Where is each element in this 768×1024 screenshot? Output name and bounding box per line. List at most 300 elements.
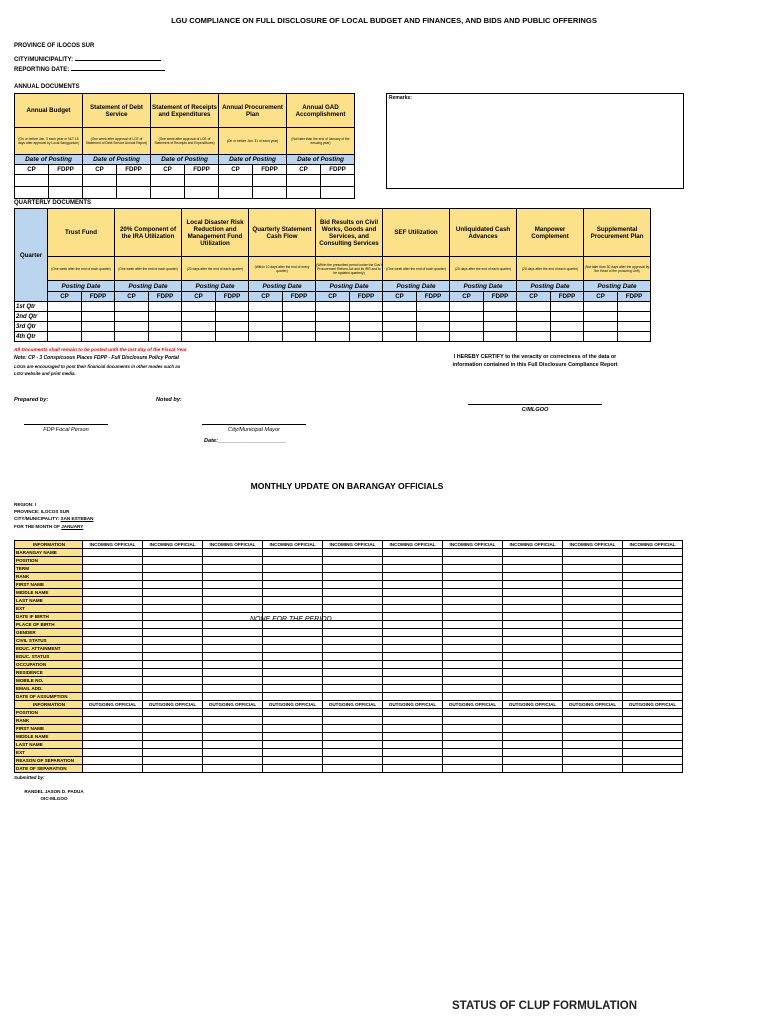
empty-cell xyxy=(263,765,323,773)
empty-cell xyxy=(323,669,383,677)
empty-cell xyxy=(203,685,263,693)
empty-cell xyxy=(503,685,563,693)
empty-cell xyxy=(83,565,143,573)
empty-cell xyxy=(203,749,263,757)
posting-date-label: Posting Date xyxy=(182,281,249,292)
empty-cell xyxy=(83,669,143,677)
empty-cell xyxy=(503,637,563,645)
fdpp-label: FDPP xyxy=(216,292,249,302)
empty-cell xyxy=(551,332,584,342)
empty-cell xyxy=(503,557,563,565)
empty-cell xyxy=(623,685,683,693)
empty-cell xyxy=(623,725,683,733)
info-row-label: TERM xyxy=(15,565,83,573)
fdpp-label: FDPP xyxy=(551,292,584,302)
empty-cell xyxy=(618,332,651,342)
empty-cell xyxy=(115,312,149,322)
barangay-title: MONTHLY UPDATE ON BARANGAY OFFICIALS xyxy=(250,481,444,491)
empty-cell xyxy=(323,581,383,589)
official-info-row xyxy=(15,725,683,733)
information-header: INFORMATION xyxy=(15,701,83,709)
quarterly-col-header: Bid Results on Civil Works, Goods and Services, and Consulting Services xyxy=(316,209,383,257)
annual-col-header: Annual GAD Accomplishment xyxy=(287,94,355,128)
empty-cell xyxy=(551,322,584,332)
cp-label: CP xyxy=(287,165,321,175)
empty-cell xyxy=(323,565,383,573)
empty-cell xyxy=(383,653,443,661)
empty-cell xyxy=(185,187,219,199)
empty-cell xyxy=(350,322,383,332)
info-row-label: BARANGAY NAME xyxy=(15,549,83,557)
empty-cell xyxy=(82,332,115,342)
empty-cell xyxy=(563,549,623,557)
official-info-row xyxy=(15,629,683,637)
empty-cell xyxy=(618,312,651,322)
empty-cell xyxy=(316,302,350,312)
info-row-label: REASON OF SEPARATION xyxy=(15,757,83,765)
annual-col-header: Statement of Receipts and Expenditures xyxy=(151,94,219,128)
outgoing-official-header: OUTGOING OFFICIAL xyxy=(203,701,263,709)
brgy-city-value: SAN ESTEBAN xyxy=(60,516,94,521)
empty-cell xyxy=(503,749,563,757)
empty-cell xyxy=(263,725,323,733)
empty-cell xyxy=(203,725,263,733)
info-row-label: FIRST NAME xyxy=(15,581,83,589)
empty-cell xyxy=(503,725,563,733)
cp-label: CP xyxy=(249,292,283,302)
empty-cell xyxy=(623,677,683,685)
empty-cell xyxy=(203,661,263,669)
info-row-label: EDUC. ATTAINMENT xyxy=(15,645,83,653)
empty-cell xyxy=(203,549,263,557)
official-info-row xyxy=(15,757,683,765)
official-info-row xyxy=(15,589,683,597)
quarter-row-label: 1st Qtr xyxy=(15,302,48,312)
empty-cell xyxy=(517,302,551,312)
remarks-box xyxy=(386,93,684,189)
empty-cell xyxy=(563,693,623,701)
brgy-city-text: CITY/MUNICIPALITY: xyxy=(14,516,60,521)
info-row-label: DATE OF ASSUMPTION xyxy=(15,693,83,701)
region-label: REGION: I xyxy=(14,502,37,507)
empty-cell xyxy=(563,677,623,685)
empty-cell xyxy=(83,557,143,565)
official-info-row xyxy=(15,741,683,749)
empty-cell xyxy=(484,312,517,322)
empty-cell xyxy=(551,312,584,322)
empty-cell xyxy=(263,549,323,557)
empty-cell xyxy=(15,175,49,187)
empty-cell xyxy=(182,302,216,312)
empty-cell xyxy=(143,613,203,621)
empty-cell xyxy=(83,605,143,613)
empty-cell xyxy=(83,629,143,637)
empty-cell xyxy=(623,765,683,773)
empty-cell xyxy=(263,557,323,565)
officer-title: OIC-MLGOO xyxy=(40,796,68,801)
incoming-official-header: INCOMING OFFICIAL xyxy=(203,541,263,549)
quarterly-col-note: (20 days after the end of each quarter) xyxy=(450,257,517,281)
posting-date-label: Posting Date xyxy=(249,281,316,292)
empty-cell xyxy=(623,741,683,749)
empty-cell xyxy=(83,677,143,685)
quarterly-col-header: Trust Fund xyxy=(48,209,115,257)
empty-cell xyxy=(182,312,216,322)
empty-cell xyxy=(503,549,563,557)
empty-cell xyxy=(263,573,323,581)
empty-cell xyxy=(623,717,683,725)
info-row-label: EMAIL ADD. xyxy=(15,685,83,693)
empty-cell xyxy=(503,765,563,773)
quarterly-col-note: (Within the prescribed period under the Gov't Procurement Reform Act and its IRR and to be updated quarterly) xyxy=(316,257,383,281)
empty-cell xyxy=(263,717,323,725)
empty-cell xyxy=(563,661,623,669)
empty-cell xyxy=(143,549,203,557)
empty-cell xyxy=(443,661,503,669)
empty-cell xyxy=(82,312,115,322)
official-info-row xyxy=(15,621,683,629)
empty-cell xyxy=(83,741,143,749)
empty-cell xyxy=(143,733,203,741)
empty-cell xyxy=(263,661,323,669)
empty-cell xyxy=(216,302,249,312)
official-info-row xyxy=(15,669,683,677)
empty-cell xyxy=(503,645,563,653)
cp-label: CP xyxy=(316,292,350,302)
empty-cell xyxy=(443,725,503,733)
empty-cell xyxy=(563,733,623,741)
empty-cell xyxy=(383,589,443,597)
empty-cell xyxy=(321,175,355,187)
empty-cell xyxy=(517,312,551,322)
empty-cell xyxy=(216,322,249,332)
empty-cell xyxy=(83,637,143,645)
empty-cell xyxy=(443,613,503,621)
empty-cell xyxy=(503,581,563,589)
empty-cell xyxy=(417,312,450,322)
empty-cell xyxy=(263,757,323,765)
fdpp-label: FDPP xyxy=(618,292,651,302)
empty-cell xyxy=(149,302,182,312)
empty-cell xyxy=(563,621,623,629)
official-info-row xyxy=(15,597,683,605)
empty-cell xyxy=(383,581,443,589)
noted-by-label: Noted by: xyxy=(156,397,182,403)
empty-cell xyxy=(503,589,563,597)
empty-cell xyxy=(563,573,623,581)
fdpp-label: FDPP xyxy=(350,292,383,302)
empty-cell xyxy=(83,613,143,621)
official-info-row xyxy=(15,717,683,725)
empty-cell xyxy=(48,322,82,332)
empty-cell xyxy=(115,332,149,342)
official-info-row xyxy=(15,677,683,685)
empty-cell xyxy=(383,677,443,685)
empty-cell xyxy=(623,693,683,701)
incoming-official-header: INCOMING OFFICIAL xyxy=(83,541,143,549)
empty-cell xyxy=(443,717,503,725)
month-label xyxy=(14,524,83,529)
empty-cell xyxy=(623,557,683,565)
fdpp-label: FDPP xyxy=(185,165,219,175)
outgoing-header-row xyxy=(15,701,683,709)
empty-cell xyxy=(443,685,503,693)
quarterly-col-note: (One week after the end of each quarter) xyxy=(383,257,450,281)
empty-cell xyxy=(83,693,143,701)
empty-cell xyxy=(563,645,623,653)
cp-label: CP xyxy=(83,165,117,175)
empty-cell xyxy=(83,653,143,661)
empty-cell xyxy=(203,573,263,581)
empty-cell xyxy=(203,597,263,605)
empty-cell xyxy=(450,302,484,312)
barangay-officials-table xyxy=(14,540,683,773)
fdpp-label: FDPP xyxy=(283,292,316,302)
annual-col-header: Statement of Debt Service xyxy=(83,94,151,128)
empty-cell xyxy=(383,549,443,557)
certify-line-1: I HEREBY CERTIFY to the veracity or correctness of the data or xyxy=(453,354,617,360)
empty-cell xyxy=(517,322,551,332)
cp-label: CP xyxy=(584,292,618,302)
empty-cell xyxy=(249,302,283,312)
empty-cell xyxy=(49,187,83,199)
info-row-label: RESIDENCE xyxy=(15,669,83,677)
annual-col-note: (One week after approval of LCE of Statement of Receipts and Expenditures) xyxy=(151,128,219,155)
empty-cell xyxy=(323,757,383,765)
empty-cell xyxy=(563,565,623,573)
outgoing-official-header: OUTGOING OFFICIAL xyxy=(383,701,443,709)
empty-cell xyxy=(143,709,203,717)
quarterly-col-header: Manpower Complement xyxy=(517,209,584,257)
official-info-row xyxy=(15,765,683,773)
annual-col-note: (On or before Jan. 31 of each year) xyxy=(219,128,287,155)
empty-cell xyxy=(203,589,263,597)
empty-cell xyxy=(383,757,443,765)
info-row-label: DATE OF SEPARATION xyxy=(15,765,83,773)
remarks-label: Remarks: xyxy=(389,95,412,101)
empty-cell xyxy=(503,621,563,629)
fdpp-label: FDPP xyxy=(253,165,287,175)
empty-cell xyxy=(584,322,618,332)
incoming-official-header: INCOMING OFFICIAL xyxy=(443,541,503,549)
empty-cell xyxy=(563,629,623,637)
empty-cell xyxy=(203,605,263,613)
empty-cell xyxy=(143,741,203,749)
info-row-label: LAST NAME xyxy=(15,741,83,749)
empty-cell xyxy=(323,597,383,605)
prepared-by-label: Prepared by: xyxy=(14,397,49,403)
fdpp-label: FDPP xyxy=(321,165,355,175)
empty-cell xyxy=(623,605,683,613)
empty-cell xyxy=(83,645,143,653)
red-note: All Documents shall remain to be posted until the last day of the Fiscal Year xyxy=(14,348,187,353)
official-info-row xyxy=(15,565,683,573)
empty-cell xyxy=(263,669,323,677)
empty-cell xyxy=(443,653,503,661)
empty-cell xyxy=(115,302,149,312)
empty-cell xyxy=(584,332,618,342)
official-info-row xyxy=(15,653,683,661)
cp-label: CP xyxy=(450,292,484,302)
official-info-row xyxy=(15,573,683,581)
empty-cell xyxy=(563,725,623,733)
empty-cell xyxy=(484,322,517,332)
posting-date-label: Posting Date xyxy=(115,281,182,292)
empty-cell xyxy=(321,187,355,199)
empty-cell xyxy=(143,565,203,573)
empty-cell xyxy=(443,589,503,597)
empty-cell xyxy=(323,749,383,757)
empty-cell xyxy=(323,637,383,645)
empty-cell xyxy=(563,653,623,661)
empty-cell xyxy=(263,597,323,605)
empty-cell xyxy=(443,629,503,637)
empty-cell xyxy=(249,322,283,332)
date-of-posting-label: Date of Posting xyxy=(15,155,83,165)
empty-cell xyxy=(83,581,143,589)
annual-col-note: (On or before Jan. 5 each year or NLT 15 days after approval by Local Sanggunian) xyxy=(15,128,83,155)
empty-cell xyxy=(219,187,253,199)
empty-cell xyxy=(517,332,551,342)
cp-label: CP xyxy=(219,165,253,175)
empty-cell xyxy=(623,597,683,605)
empty-cell xyxy=(143,765,203,773)
empty-cell xyxy=(563,637,623,645)
empty-cell xyxy=(182,332,216,342)
empty-cell xyxy=(484,302,517,312)
empty-cell xyxy=(443,597,503,605)
fdpp-label: FDPP xyxy=(484,292,517,302)
date-of-posting-label: Date of Posting xyxy=(219,155,287,165)
none-for-period: NONE FOR THE PERIOD xyxy=(250,616,332,623)
empty-cell xyxy=(143,621,203,629)
posting-date-label: Posting Date xyxy=(450,281,517,292)
empty-cell xyxy=(263,749,323,757)
empty-cell xyxy=(263,653,323,661)
empty-cell xyxy=(283,322,316,332)
reporting-date-text: REPORTING DATE: xyxy=(14,67,70,73)
empty-cell xyxy=(623,749,683,757)
empty-cell xyxy=(563,717,623,725)
date-of-posting-label: Date of Posting xyxy=(151,155,219,165)
empty-cell xyxy=(143,653,203,661)
quarterly-col-note: (One week after the end of each quarter) xyxy=(115,257,182,281)
empty-cell xyxy=(503,709,563,717)
info-row-label: RANK xyxy=(15,573,83,581)
clup-title: STATUS OF CLUP FORMULATION xyxy=(452,1000,638,1012)
quarterly-col-note: (One week after the end of each quarter) xyxy=(48,257,115,281)
note-cp: Note: CP - 3 Conspicuous Places FDPP - Full Disclosure Policy Portal xyxy=(14,355,179,361)
empty-cell xyxy=(383,322,417,332)
quarterly-col-header: Quarterly Statement Cash Flow xyxy=(249,209,316,257)
empty-cell xyxy=(143,693,203,701)
outgoing-official-header: OUTGOING OFFICIAL xyxy=(563,701,623,709)
empty-cell xyxy=(83,589,143,597)
empty-cell xyxy=(83,749,143,757)
empty-cell xyxy=(503,741,563,749)
empty-cell xyxy=(623,669,683,677)
empty-cell xyxy=(623,757,683,765)
empty-cell xyxy=(383,629,443,637)
outgoing-official-header: OUTGOING OFFICIAL xyxy=(443,701,503,709)
official-info-row xyxy=(15,645,683,653)
empty-cell xyxy=(83,725,143,733)
annual-col-header: Annual Budget xyxy=(15,94,83,128)
date-of-posting-label: Date of Posting xyxy=(83,155,151,165)
empty-cell xyxy=(143,669,203,677)
empty-cell xyxy=(143,589,203,597)
empty-cell xyxy=(417,322,450,332)
empty-cell xyxy=(383,302,417,312)
empty-cell xyxy=(323,765,383,773)
empty-cell xyxy=(563,749,623,757)
empty-cell xyxy=(350,332,383,342)
empty-cell xyxy=(263,733,323,741)
official-info-row xyxy=(15,733,683,741)
quarterly-col-header: Supplemental Procurement Plan xyxy=(584,209,651,257)
empty-cell xyxy=(350,302,383,312)
quarterly-col-note: (Not later than 30 days after the approval by the Head of the procuring Unit) xyxy=(584,257,651,281)
empty-cell xyxy=(263,637,323,645)
annual-section-label: ANNUAL DOCUMENTS xyxy=(14,84,80,90)
empty-cell xyxy=(203,709,263,717)
info-row-label: LAST NAME xyxy=(15,597,83,605)
empty-cell xyxy=(563,557,623,565)
empty-cell xyxy=(563,581,623,589)
quarter-header: Quarter xyxy=(15,209,48,302)
empty-cell xyxy=(203,733,263,741)
cp-label: CP xyxy=(383,292,417,302)
date-label: Date:______________________ xyxy=(204,438,287,444)
empty-cell xyxy=(143,605,203,613)
empty-cell xyxy=(143,557,203,565)
empty-cell xyxy=(83,765,143,773)
empty-cell xyxy=(623,549,683,557)
empty-cell xyxy=(623,621,683,629)
incoming-official-header: INCOMING OFFICIAL xyxy=(143,541,203,549)
empty-cell xyxy=(503,629,563,637)
official-info-row xyxy=(15,637,683,645)
empty-cell xyxy=(443,741,503,749)
empty-cell xyxy=(350,312,383,322)
month-value: JANUARY xyxy=(61,524,84,529)
empty-cell xyxy=(263,605,323,613)
empty-cell xyxy=(323,693,383,701)
empty-cell xyxy=(443,733,503,741)
empty-cell xyxy=(263,589,323,597)
empty-cell xyxy=(323,677,383,685)
info-row-label: CIVIL STATUS xyxy=(15,637,83,645)
fdpp-label: FDPP xyxy=(417,292,450,302)
empty-cell xyxy=(117,187,151,199)
empty-cell xyxy=(503,605,563,613)
empty-cell xyxy=(263,645,323,653)
empty-cell xyxy=(203,557,263,565)
empty-cell xyxy=(283,312,316,322)
empty-cell xyxy=(503,669,563,677)
info-row-label: POSITION xyxy=(15,709,83,717)
empty-cell xyxy=(323,629,383,637)
fdpp-label: FDPP xyxy=(82,292,115,302)
empty-cell xyxy=(143,677,203,685)
fdpp-label: FDPP xyxy=(149,292,182,302)
empty-cell xyxy=(484,332,517,342)
outgoing-official-header: OUTGOING OFFICIAL xyxy=(83,701,143,709)
empty-cell xyxy=(323,557,383,565)
empty-cell xyxy=(83,709,143,717)
empty-cell xyxy=(323,709,383,717)
empty-cell xyxy=(383,717,443,725)
